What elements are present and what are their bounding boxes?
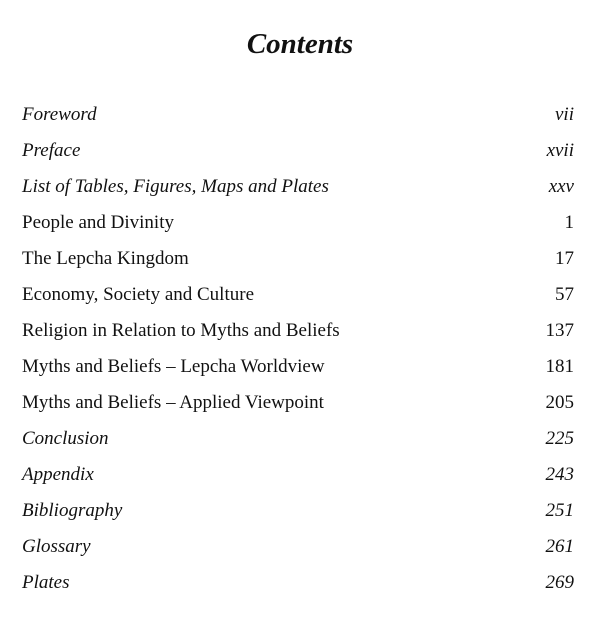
toc-entry-page: vii bbox=[555, 104, 574, 125]
toc-entry-title: Appendix bbox=[22, 464, 94, 485]
table-of-contents bbox=[22, 103, 574, 607]
toc-entry bbox=[22, 283, 574, 319]
toc-entry-page: 57 bbox=[555, 284, 574, 305]
toc-entry bbox=[22, 103, 574, 139]
toc-entry-page: 269 bbox=[545, 572, 574, 593]
toc-entry-title: Glossary bbox=[22, 536, 91, 557]
toc-entry-page: 17 bbox=[555, 248, 574, 269]
toc-entry-page: 137 bbox=[545, 320, 574, 341]
toc-entry-title: Plates bbox=[22, 572, 70, 593]
toc-entry-page: 261 bbox=[545, 536, 574, 557]
toc-entry-page: 181 bbox=[545, 356, 574, 377]
toc-entry-page: 225 bbox=[545, 428, 574, 449]
toc-entry bbox=[22, 211, 574, 247]
toc-entry-title: Myths and Beliefs – Applied Viewpoint bbox=[22, 392, 324, 413]
toc-entry bbox=[22, 175, 574, 211]
toc-entry bbox=[22, 499, 574, 535]
toc-entry-page: xvii bbox=[546, 140, 574, 161]
toc-entry bbox=[22, 427, 574, 463]
toc-entry-title: List of Tables, Figures, Maps and Plates bbox=[22, 176, 329, 197]
toc-entry-title: Religion in Relation to Myths and Beliefs bbox=[22, 320, 340, 341]
toc-entry-page: 251 bbox=[545, 500, 574, 521]
toc-entry-title: Economy, Society and Culture bbox=[22, 284, 254, 305]
toc-entry-page: 243 bbox=[545, 464, 574, 485]
toc-entry-page: xxv bbox=[548, 176, 574, 197]
toc-entry-title: People and Divinity bbox=[22, 212, 174, 233]
toc-entry bbox=[22, 139, 574, 175]
page-title: Contents bbox=[246, 28, 354, 60]
toc-entry-page: 1 bbox=[564, 212, 574, 233]
toc-entry bbox=[22, 319, 574, 355]
toc-entry-title: Preface bbox=[22, 140, 81, 161]
toc-entry bbox=[22, 355, 574, 391]
toc-entry bbox=[22, 247, 574, 283]
toc-entry-title: Foreword bbox=[22, 104, 97, 125]
toc-entry-title: Conclusion bbox=[22, 428, 109, 449]
toc-entry bbox=[22, 391, 574, 427]
toc-entry-page: 205 bbox=[545, 392, 574, 413]
toc-entry-title: The Lepcha Kingdom bbox=[22, 248, 189, 269]
toc-entry bbox=[22, 463, 574, 499]
toc-entry bbox=[22, 535, 574, 571]
toc-entry-title: Myths and Beliefs – Lepcha Worldview bbox=[22, 356, 325, 377]
toc-entry bbox=[22, 571, 574, 607]
toc-entry-title: Bibliography bbox=[22, 500, 123, 521]
